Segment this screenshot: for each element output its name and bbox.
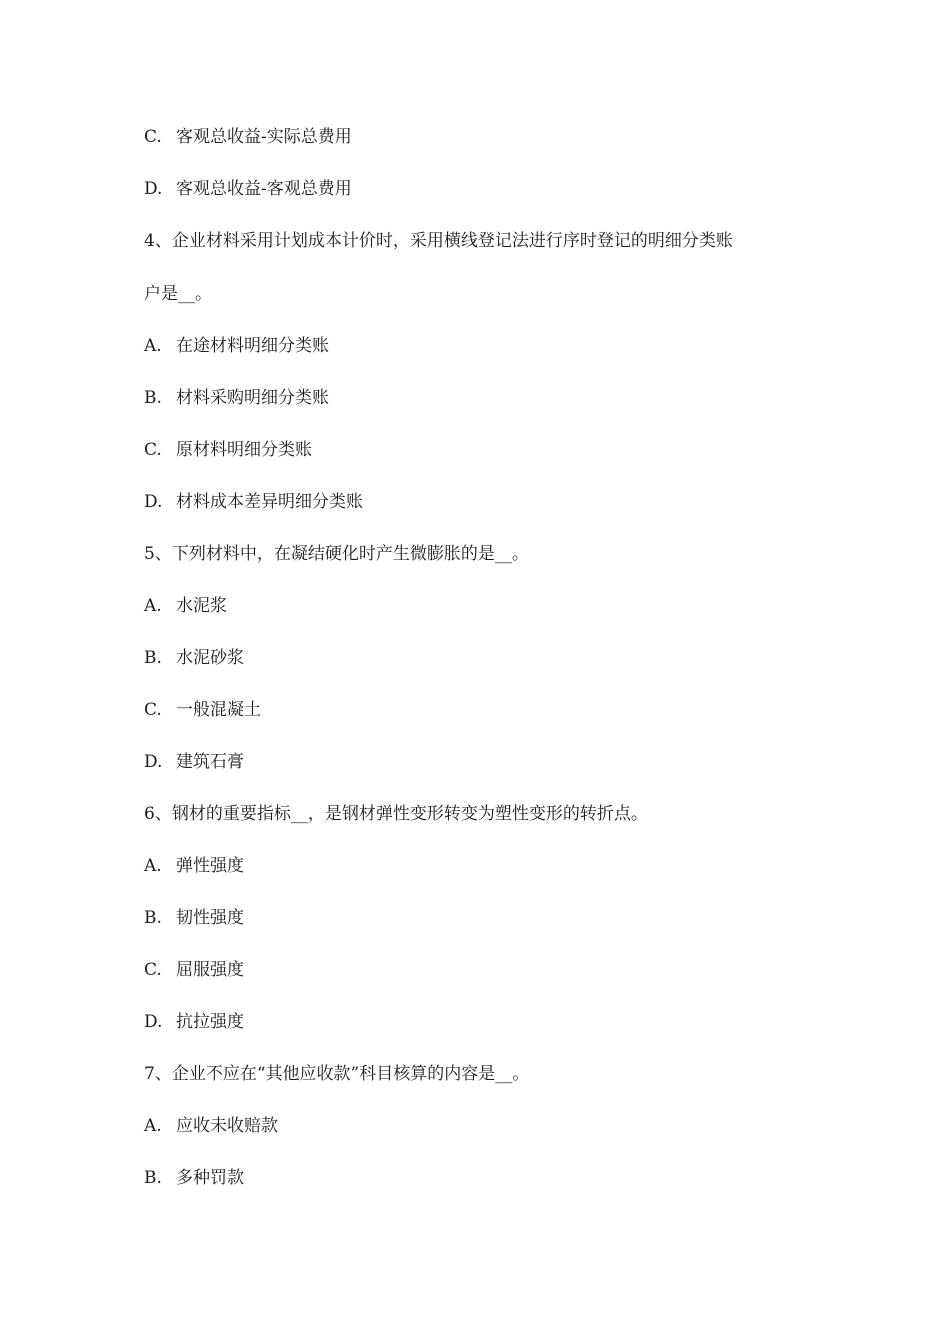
option-letter: C. [144,440,162,460]
option-letter: B. [144,648,162,668]
option-letter: C. [144,960,162,980]
option-letter: C. [144,700,162,720]
option-line [144,855,244,877]
option-text: 弹性强度 [176,856,244,876]
option-text: 水泥浆 [176,596,227,616]
option-line [144,1167,244,1189]
option-text: 材料采购明细分类账 [176,388,329,408]
option-letter: A. [144,596,162,616]
option-text: 原材料明细分类账 [176,440,312,460]
question-line: 5、下列材料中，在凝结硬化时产生微膨胀的是__。 [144,544,529,564]
option-line [144,647,244,669]
option-text: 韧性强度 [176,908,244,928]
question-line: 户是__。 [144,284,212,304]
option-line [144,595,227,617]
option-line [144,491,363,513]
option-letter: D. [144,752,163,772]
question-line: 4、企业材料采用计划成本计价时，采用横线登记法进行序时登记的明细分类账 [144,231,733,251]
option-text: 在途材料明细分类账 [176,336,329,356]
option-letter: A. [144,856,162,876]
option-letter: B. [144,388,162,408]
option-line [144,1011,244,1033]
option-line [144,1115,278,1137]
option-letter: A. [144,336,162,356]
option-line [144,439,312,461]
option-letter: B. [144,1168,162,1188]
option-line [144,959,244,981]
option-letter: D. [144,1012,163,1032]
question-line: 6、钢材的重要指标__，是钢材弹性变形转变为塑性变形的转折点。 [144,804,648,824]
option-line [144,126,352,148]
option-letter: D. [144,179,163,199]
option-letter: D. [144,492,163,512]
option-text: 屈服强度 [176,960,244,980]
option-text: 一般混凝土 [176,700,261,720]
option-line [144,387,329,409]
option-line [144,699,261,721]
option-text: 抗拉强度 [176,1012,244,1032]
option-text: 建筑石膏 [176,752,244,772]
question-line: 7、企业不应在“其他应收款”科目核算的内容是__。 [144,1064,530,1084]
option-line [144,751,244,773]
option-text: 客观总收益-实际总费用 [176,127,352,147]
option-letter: A. [144,1116,162,1136]
option-letter: B. [144,908,162,928]
option-text: 材料成本差异明细分类账 [176,492,363,512]
option-text: 客观总收益-客观总费用 [176,179,352,199]
option-letter: C. [144,127,162,147]
option-line [144,335,329,357]
option-text: 应收未收赔款 [176,1116,278,1136]
option-text: 多种罚款 [176,1168,244,1188]
option-text: 水泥砂浆 [176,648,244,668]
option-line [144,907,244,929]
option-line [144,178,352,200]
